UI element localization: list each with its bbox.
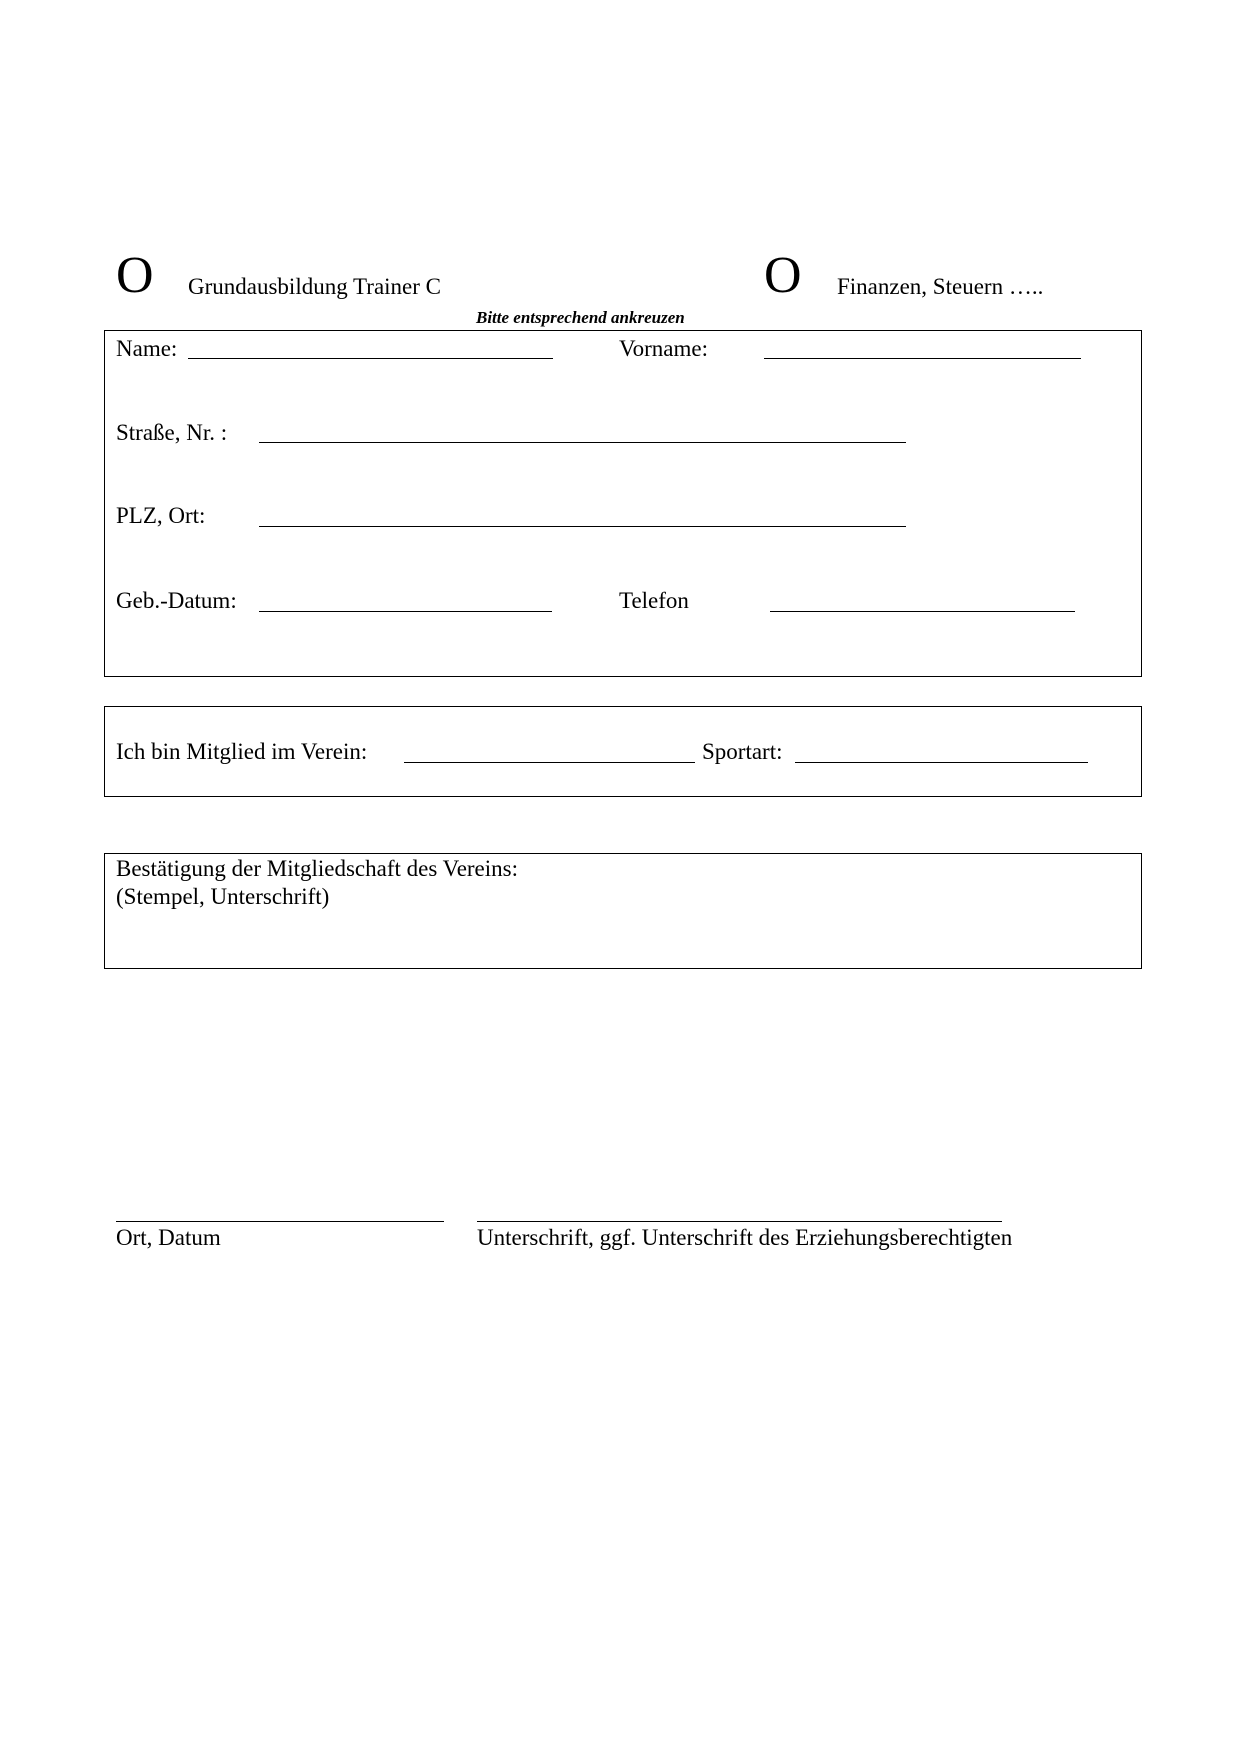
confirmation-line1: Bestätigung der Mitgliedschaft des Vereins:: [116, 856, 518, 881]
option-finanzen-checkbox[interactable]: O: [764, 247, 802, 304]
strasse-label: Straße, Nr. :: [116, 420, 228, 445]
confirmation-line2: (Stempel, Unterschrift): [116, 884, 330, 909]
geb-datum-label: Geb.-Datum:: [116, 588, 237, 613]
option-finanzen-label: Finanzen, Steuern …..: [837, 274, 1044, 299]
sportart-label: Sportart:: [702, 739, 783, 764]
telefon-label: Telefon: [619, 588, 689, 613]
plz-ort-label: PLZ, Ort:: [116, 503, 206, 528]
instruction-text: Bitte entsprechend ankreuzen: [476, 308, 685, 327]
ort-datum-field[interactable]: [116, 1221, 444, 1222]
personal-data-box: [104, 330, 1142, 677]
verein-label: Ich bin Mitglied im Verein:: [116, 739, 368, 764]
vorname-label: Vorname:: [619, 336, 709, 361]
name-label: Name:: [116, 336, 178, 361]
option-grundausbildung-label: Grundausbildung Trainer C: [188, 274, 441, 299]
unterschrift-label: Unterschrift, ggf. Unterschrift des Erziehungsberechtigten: [477, 1225, 1013, 1250]
verein-field[interactable]: [404, 762, 695, 763]
ort-datum-label: Ort, Datum: [116, 1225, 221, 1250]
unterschrift-field[interactable]: [477, 1221, 1002, 1222]
sportart-field[interactable]: [795, 762, 1088, 763]
geb-datum-field[interactable]: [259, 611, 552, 612]
strasse-field[interactable]: [259, 442, 906, 443]
telefon-field[interactable]: [770, 611, 1075, 612]
option-grundausbildung-checkbox[interactable]: O: [116, 247, 154, 304]
vorname-field[interactable]: [764, 358, 1081, 359]
name-field[interactable]: [188, 358, 553, 359]
plz-ort-field[interactable]: [259, 526, 906, 527]
